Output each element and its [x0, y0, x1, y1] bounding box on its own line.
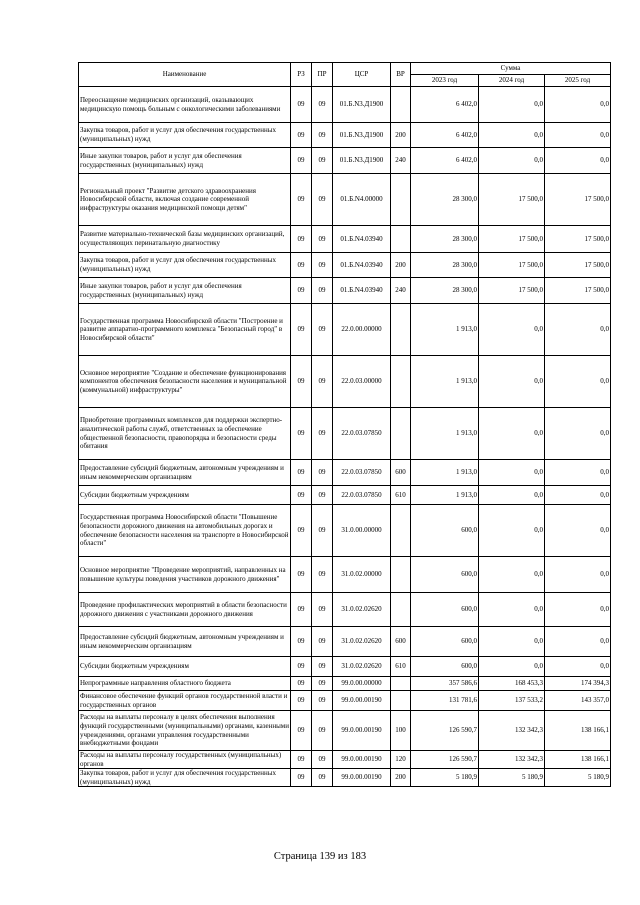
cell-name: Расходы на выплаты персоналу в целях обеспечения выполнения функций государственными (муниципальными) органами, казенными учреждениями, органами управления государственными внебюджетными фондами [79, 711, 291, 751]
cell-csr: 01.Б.N4.03940 [333, 253, 391, 278]
cell-y2024: 0,0 [479, 505, 545, 557]
cell-csr: 01.Б.N3.Д1900 [333, 148, 391, 174]
table-row [79, 87, 611, 123]
cell-name: Проведение профилактических мероприятий в области безопасности дорожного движения с участниками дорожного движения [79, 593, 291, 627]
table-row [79, 278, 611, 304]
cell-rz: 09 [291, 356, 312, 408]
table-row [79, 304, 611, 356]
cell-name: Закупка товаров, работ и услуг для обеспечения государственных (муниципальных) нужд [79, 769, 291, 787]
cell-y2023: 28 300,0 [411, 253, 479, 278]
table-row [79, 627, 611, 657]
cell-y2023: 600,0 [411, 627, 479, 657]
cell-y2024: 5 180,9 [479, 769, 545, 787]
cell-y2024: 17 500,0 [479, 253, 545, 278]
cell-csr: 99.0.00.00190 [333, 751, 391, 769]
cell-rz: 09 [291, 460, 312, 486]
cell-y2023: 357 586,6 [411, 677, 479, 691]
cell-pr: 09 [312, 174, 333, 226]
cell-csr: 01.Б.N4.03940 [333, 278, 391, 304]
header-sums: Сумма [411, 63, 611, 75]
cell-name: Переоснащение медицинских организаций, оказывающих медицинскую помощь больным с онкологическими заболеваниями [79, 87, 291, 123]
cell-csr: 31.0.02.02620 [333, 627, 391, 657]
cell-name: Иные закупки товаров, работ и услуг для обеспечения государственных (муниципальных) нужд [79, 278, 291, 304]
cell-csr: 22.0.03.00000 [333, 356, 391, 408]
cell-vr: 100 [391, 711, 411, 751]
table-row [79, 226, 611, 253]
table-row [79, 408, 611, 460]
cell-rz: 09 [291, 657, 312, 677]
cell-rz: 09 [291, 408, 312, 460]
cell-pr: 09 [312, 408, 333, 460]
cell-y2023: 1 913,0 [411, 486, 479, 505]
cell-csr: 31.0.02.02620 [333, 593, 391, 627]
cell-vr [391, 408, 411, 460]
cell-pr: 09 [312, 87, 333, 123]
cell-pr: 09 [312, 691, 333, 711]
cell-vr [391, 226, 411, 253]
cell-name: Государственная программа Новосибирской области "Повышение безопасности дорожного движения на автомобильных дорогах и обеспечение безопасности населения на транспорте в Новосибирской области" [79, 505, 291, 557]
cell-rz: 09 [291, 486, 312, 505]
cell-y2025: 143 357,0 [545, 691, 611, 711]
cell-y2023: 600,0 [411, 557, 479, 593]
cell-rz: 09 [291, 123, 312, 148]
cell-y2025: 0,0 [545, 627, 611, 657]
cell-csr: 22.0.03.07850 [333, 408, 391, 460]
cell-y2024: 0,0 [479, 123, 545, 148]
table-row [79, 123, 611, 148]
cell-y2024: 0,0 [479, 356, 545, 408]
cell-y2023: 28 300,0 [411, 278, 479, 304]
cell-y2023: 28 300,0 [411, 226, 479, 253]
cell-y2025: 17 500,0 [545, 253, 611, 278]
cell-pr: 09 [312, 711, 333, 751]
cell-name: Региональный проект "Развитие детского здравоохранения Новосибирской области, включая создание современной инфраструктуры оказания медицинской помощи детям" [79, 174, 291, 226]
cell-rz: 09 [291, 751, 312, 769]
cell-csr: 99.0.00.00000 [333, 677, 391, 691]
cell-y2025: 138 166,1 [545, 751, 611, 769]
cell-vr: 200 [391, 769, 411, 787]
cell-vr: 200 [391, 253, 411, 278]
cell-y2024: 0,0 [479, 657, 545, 677]
header-year-2024: 2024 год [479, 75, 545, 87]
cell-csr: 01.Б.N4.00000 [333, 174, 391, 226]
cell-y2024: 17 500,0 [479, 226, 545, 253]
cell-csr: 22.0.03.07850 [333, 460, 391, 486]
cell-pr: 09 [312, 557, 333, 593]
cell-name: Расходы на выплаты персоналу государственных (муниципальных) органов [79, 751, 291, 769]
table-row [79, 677, 611, 691]
cell-pr: 09 [312, 751, 333, 769]
cell-y2025: 174 394,3 [545, 677, 611, 691]
table-row [79, 691, 611, 711]
header-csr: ЦСР [333, 63, 391, 87]
header-rz: РЗ [291, 63, 312, 87]
cell-y2025: 138 166,1 [545, 711, 611, 751]
cell-y2025: 0,0 [545, 557, 611, 593]
cell-name: Основное мероприятие "Проведение мероприятий, направленных на повышение культуры поведения участников дорожного движения" [79, 557, 291, 593]
header-year-2025: 2025 год [545, 75, 611, 87]
cell-y2023: 28 300,0 [411, 174, 479, 226]
cell-pr: 09 [312, 627, 333, 657]
cell-y2025: 0,0 [545, 123, 611, 148]
cell-name: Субсидии бюджетным учреждениям [79, 486, 291, 505]
table-row [79, 711, 611, 751]
table-row [79, 148, 611, 174]
cell-csr: 01.Б.N4.03940 [333, 226, 391, 253]
cell-y2024: 137 533,2 [479, 691, 545, 711]
cell-name: Закупка товаров, работ и услуг для обеспечения государственных (муниципальных) нужд [79, 253, 291, 278]
table-row [79, 174, 611, 226]
cell-rz: 09 [291, 226, 312, 253]
cell-vr: 120 [391, 751, 411, 769]
cell-y2024: 0,0 [479, 486, 545, 505]
header-pr: ПР [312, 63, 333, 87]
cell-pr: 09 [312, 769, 333, 787]
cell-csr: 31.0.02.00000 [333, 557, 391, 593]
cell-vr: 200 [391, 123, 411, 148]
cell-pr: 09 [312, 505, 333, 557]
cell-y2023: 5 180,9 [411, 769, 479, 787]
cell-vr [391, 87, 411, 123]
cell-y2025: 0,0 [545, 657, 611, 677]
cell-y2023: 6 402,0 [411, 148, 479, 174]
cell-csr: 99.0.00.00190 [333, 691, 391, 711]
table-row [79, 557, 611, 593]
header-vr: ВР [391, 63, 411, 87]
cell-y2024: 168 453,3 [479, 677, 545, 691]
cell-vr [391, 174, 411, 226]
cell-y2025: 17 500,0 [545, 174, 611, 226]
cell-rz: 09 [291, 677, 312, 691]
cell-name: Финансовое обеспечение функций органов государственной власти и государственных органов [79, 691, 291, 711]
cell-y2024: 0,0 [479, 148, 545, 174]
cell-y2025: 5 180,9 [545, 769, 611, 787]
table-row [79, 505, 611, 557]
cell-y2025: 0,0 [545, 148, 611, 174]
cell-name: Предоставление субсидий бюджетным, автономным учреждениям и иным некоммерческим организациям [79, 627, 291, 657]
cell-y2025: 0,0 [545, 87, 611, 123]
cell-rz: 09 [291, 557, 312, 593]
cell-y2023: 6 402,0 [411, 87, 479, 123]
cell-y2023: 6 402,0 [411, 123, 479, 148]
cell-rz: 09 [291, 691, 312, 711]
cell-vr: 610 [391, 657, 411, 677]
cell-name: Непрограммные направления областного бюджета [79, 677, 291, 691]
cell-pr: 09 [312, 677, 333, 691]
cell-y2024: 132 342,3 [479, 711, 545, 751]
cell-csr: 99.0.00.00190 [333, 769, 391, 787]
cell-y2024: 17 500,0 [479, 174, 545, 226]
cell-csr: 01.Б.N3.Д1900 [333, 87, 391, 123]
cell-y2023: 600,0 [411, 505, 479, 557]
cell-pr: 09 [312, 460, 333, 486]
cell-pr: 09 [312, 123, 333, 148]
cell-name: Государственная программа Новосибирской области "Построение и развитие аппаратно-программного комплекса "Безопасный город" в Новосибирской области" [79, 304, 291, 356]
table-row [79, 751, 611, 769]
cell-vr: 600 [391, 627, 411, 657]
cell-y2023: 126 590,7 [411, 751, 479, 769]
cell-y2024: 0,0 [479, 627, 545, 657]
cell-vr: 600 [391, 460, 411, 486]
budget-table [78, 62, 611, 787]
cell-y2023: 1 913,0 [411, 460, 479, 486]
header-year-2023: 2023 год [411, 75, 479, 87]
table-row [79, 253, 611, 278]
cell-rz: 09 [291, 278, 312, 304]
cell-csr: 99.0.00.00190 [333, 711, 391, 751]
cell-y2023: 600,0 [411, 593, 479, 627]
cell-y2024: 0,0 [479, 557, 545, 593]
cell-vr [391, 677, 411, 691]
cell-name: Основное мероприятие "Создание и обеспечение функционирования компонентов обеспечения безопасности населения и муниципальной (коммунальной) инфраструктуры" [79, 356, 291, 408]
cell-y2023: 126 590,7 [411, 711, 479, 751]
cell-y2024: 0,0 [479, 593, 545, 627]
cell-y2025: 17 500,0 [545, 226, 611, 253]
cell-y2025: 0,0 [545, 505, 611, 557]
cell-csr: 22.0.00.00000 [333, 304, 391, 356]
cell-pr: 09 [312, 356, 333, 408]
cell-rz: 09 [291, 505, 312, 557]
cell-y2025: 17 500,0 [545, 278, 611, 304]
cell-y2025: 0,0 [545, 408, 611, 460]
table-row [79, 593, 611, 627]
cell-vr [391, 691, 411, 711]
cell-pr: 09 [312, 657, 333, 677]
cell-rz: 09 [291, 769, 312, 787]
cell-y2025: 0,0 [545, 356, 611, 408]
cell-y2025: 0,0 [545, 486, 611, 505]
cell-y2023: 1 913,0 [411, 304, 479, 356]
cell-y2024: 132 342,3 [479, 751, 545, 769]
cell-rz: 09 [291, 304, 312, 356]
cell-pr: 09 [312, 253, 333, 278]
cell-name: Приобретение программных комплексов для поддержки экспертно-аналитической работы служб, ответственных за обеспечение общественной безопасности, правопорядка и безопасности среды обитания [79, 408, 291, 460]
cell-y2024: 0,0 [479, 408, 545, 460]
cell-name: Закупка товаров, работ и услуг для обеспечения государственных (муниципальных) нужд [79, 123, 291, 148]
cell-pr: 09 [312, 226, 333, 253]
cell-vr: 610 [391, 486, 411, 505]
cell-rz: 09 [291, 253, 312, 278]
cell-rz: 09 [291, 148, 312, 174]
cell-csr: 01.Б.N3.Д1900 [333, 123, 391, 148]
cell-csr: 31.0.00.00000 [333, 505, 391, 557]
cell-vr [391, 593, 411, 627]
cell-name: Иные закупки товаров, работ и услуг для обеспечения государственных (муниципальных) нужд [79, 148, 291, 174]
cell-name: Предоставление субсидий бюджетным, автономным учреждениям и иным некоммерческим организациям [79, 460, 291, 486]
cell-y2024: 0,0 [479, 304, 545, 356]
cell-y2024: 0,0 [479, 87, 545, 123]
cell-y2024: 0,0 [479, 460, 545, 486]
cell-y2023: 1 913,0 [411, 408, 479, 460]
cell-vr: 240 [391, 278, 411, 304]
table-row [79, 769, 611, 787]
table-row [79, 460, 611, 486]
cell-y2023: 1 913,0 [411, 356, 479, 408]
table-row [79, 356, 611, 408]
cell-rz: 09 [291, 593, 312, 627]
cell-rz: 09 [291, 711, 312, 751]
cell-csr: 22.0.03.07850 [333, 486, 391, 505]
table-row [79, 657, 611, 677]
cell-pr: 09 [312, 148, 333, 174]
cell-y2025: 0,0 [545, 304, 611, 356]
cell-vr [391, 557, 411, 593]
cell-vr: 240 [391, 148, 411, 174]
cell-rz: 09 [291, 174, 312, 226]
cell-y2023: 600,0 [411, 657, 479, 677]
cell-y2024: 17 500,0 [479, 278, 545, 304]
table-row [79, 486, 611, 505]
cell-pr: 09 [312, 486, 333, 505]
cell-pr: 09 [312, 278, 333, 304]
cell-csr: 31.0.02.02620 [333, 657, 391, 677]
cell-vr [391, 505, 411, 557]
cell-vr [391, 356, 411, 408]
header-name: Наименование [79, 63, 291, 87]
cell-y2023: 131 781,6 [411, 691, 479, 711]
cell-y2025: 0,0 [545, 460, 611, 486]
cell-rz: 09 [291, 627, 312, 657]
page-number: Страница 139 из 183 [273, 851, 367, 862]
cell-rz: 09 [291, 87, 312, 123]
cell-y2025: 0,0 [545, 593, 611, 627]
cell-pr: 09 [312, 304, 333, 356]
cell-pr: 09 [312, 593, 333, 627]
cell-name: Развитие материально-технической базы медицинских организаций, осуществляющих перинатальную диагностику [79, 226, 291, 253]
cell-vr [391, 304, 411, 356]
cell-name: Субсидии бюджетным учреждениям [79, 657, 291, 677]
